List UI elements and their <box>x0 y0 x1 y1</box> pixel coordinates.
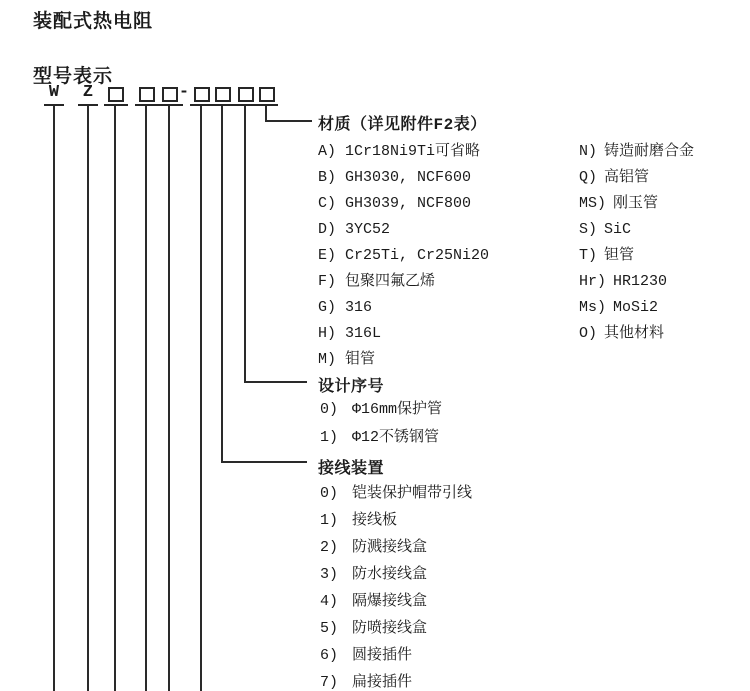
design-serial-item-0 <box>320 401 442 418</box>
item-code: F) <box>318 273 337 290</box>
wiring-device-item-3 <box>320 566 427 583</box>
item-label: 铸造耐磨合金 <box>604 143 695 160</box>
item-code: S) <box>579 221 598 238</box>
item-label: 隔爆接线盒 <box>352 593 428 610</box>
item-code: T) <box>579 247 598 264</box>
material-item-g <box>318 299 372 316</box>
item-label: 钼管 <box>345 351 376 368</box>
material-item-ms-upper <box>579 195 658 212</box>
leader-line-1 <box>53 106 55 691</box>
item-label: Cr25Ti, Cr25Ni20 <box>345 247 490 264</box>
underline-box1 <box>104 104 128 106</box>
item-label: 铠装保护帽带引线 <box>352 485 473 502</box>
leader-line-material-horizontal <box>265 120 312 122</box>
material-item-h <box>318 325 381 342</box>
item-code: G) <box>318 299 337 316</box>
item-code: N) <box>579 143 598 160</box>
item-label: MoSi2 <box>613 299 659 316</box>
wiring-device-item-4 <box>320 593 427 610</box>
material-item-b <box>318 169 471 186</box>
item-label: 316L <box>345 325 382 342</box>
item-label: 刚玉管 <box>613 195 659 212</box>
item-code: 1) <box>320 429 339 446</box>
leader-line-4 <box>145 106 147 691</box>
item-code: Hr) <box>579 273 607 290</box>
wiring-device-item-1 <box>320 512 397 529</box>
leader-line-wiring-horizontal <box>221 461 307 463</box>
item-code: A) <box>318 143 337 160</box>
design-serial-item-1 <box>320 429 439 446</box>
item-label: HR1230 <box>613 273 668 290</box>
model-box-4 <box>194 87 210 102</box>
model-box-6 <box>238 87 254 102</box>
item-label: 3YC52 <box>345 221 391 238</box>
wiring-device-item-0 <box>320 485 472 502</box>
wiring-device-item-5 <box>320 620 427 637</box>
item-label: 1Cr18Ni9Ti可省略 <box>345 143 481 160</box>
wiring-device-item-7 <box>320 674 412 691</box>
item-code: 7) <box>320 674 339 691</box>
item-code: 6) <box>320 647 339 664</box>
item-code: 0) <box>320 485 339 502</box>
item-label: 包聚四氟乙烯 <box>345 273 436 290</box>
wiring-device-section-title: 接线装置 <box>318 460 385 478</box>
item-label: 防喷接线盒 <box>352 620 428 637</box>
material-item-c <box>318 195 471 212</box>
material-item-s <box>579 221 631 238</box>
item-label: 接线板 <box>352 512 398 529</box>
leader-line-design-vertical <box>244 106 246 383</box>
item-label: Φ12不锈钢管 <box>352 429 440 446</box>
item-label: 其他材料 <box>604 325 665 342</box>
item-code: D) <box>318 221 337 238</box>
item-label: 钽管 <box>604 247 635 264</box>
wiring-device-item-6 <box>320 647 412 664</box>
model-designation-heading: 型号表示 <box>33 65 114 87</box>
item-code: O) <box>579 325 598 342</box>
material-item-d <box>318 221 390 238</box>
leader-line-3 <box>114 106 116 691</box>
design-serial-section-title: 设计序号 <box>318 378 385 396</box>
leader-line-6 <box>200 106 202 691</box>
wiring-device-item-2 <box>320 539 427 556</box>
item-label: 防水接线盒 <box>352 566 428 583</box>
material-item-m <box>318 351 375 368</box>
model-box-3 <box>162 87 178 102</box>
material-section-title: 材质（详见附件F2表） <box>318 116 487 134</box>
item-code: MS) <box>579 195 607 212</box>
model-box-1 <box>108 87 124 102</box>
item-code: 5) <box>320 620 339 637</box>
underline-group2 <box>135 104 183 106</box>
leader-line-2 <box>87 106 89 691</box>
page-title: 装配式热电阻 <box>33 10 154 32</box>
item-code: 4) <box>320 593 339 610</box>
leader-line-5 <box>168 106 170 691</box>
item-label: SiC <box>604 221 632 238</box>
model-box-7 <box>259 87 275 102</box>
item-label: GH3030, NCF600 <box>345 169 472 186</box>
item-label: 扁接插件 <box>352 674 413 691</box>
material-item-e <box>318 247 489 264</box>
item-code: B) <box>318 169 337 186</box>
material-item-q <box>579 169 649 186</box>
item-code: 3) <box>320 566 339 583</box>
model-box-5 <box>215 87 231 102</box>
item-label: 防溅接线盒 <box>352 539 428 556</box>
material-item-t <box>579 247 634 264</box>
item-label: 圆接插件 <box>352 647 413 664</box>
item-code: M) <box>318 351 337 368</box>
model-letter-w: W <box>48 83 60 102</box>
material-item-f <box>318 273 435 290</box>
material-item-o <box>579 325 664 342</box>
item-code: 1) <box>320 512 339 529</box>
model-letter-z: Z <box>82 83 94 102</box>
material-item-a <box>318 143 480 160</box>
material-item-n <box>579 143 694 160</box>
item-label: 316 <box>345 299 373 316</box>
item-code: 2) <box>320 539 339 556</box>
leader-line-wiring-vertical <box>221 106 223 463</box>
item-code: Ms) <box>579 299 607 316</box>
item-code: E) <box>318 247 337 264</box>
item-code: 0) <box>320 401 339 418</box>
leader-line-design-horizontal <box>244 381 307 383</box>
model-box-2 <box>139 87 155 102</box>
model-dash: - <box>178 83 190 102</box>
item-label: 高铝管 <box>604 169 650 186</box>
material-item-hr <box>579 273 667 290</box>
item-code: Q) <box>579 169 598 186</box>
item-code: H) <box>318 325 337 342</box>
item-code: C) <box>318 195 337 212</box>
item-label: Φ16mm保护管 <box>352 401 443 418</box>
material-item-ms-lower <box>579 299 658 316</box>
item-label: GH3039, NCF800 <box>345 195 472 212</box>
